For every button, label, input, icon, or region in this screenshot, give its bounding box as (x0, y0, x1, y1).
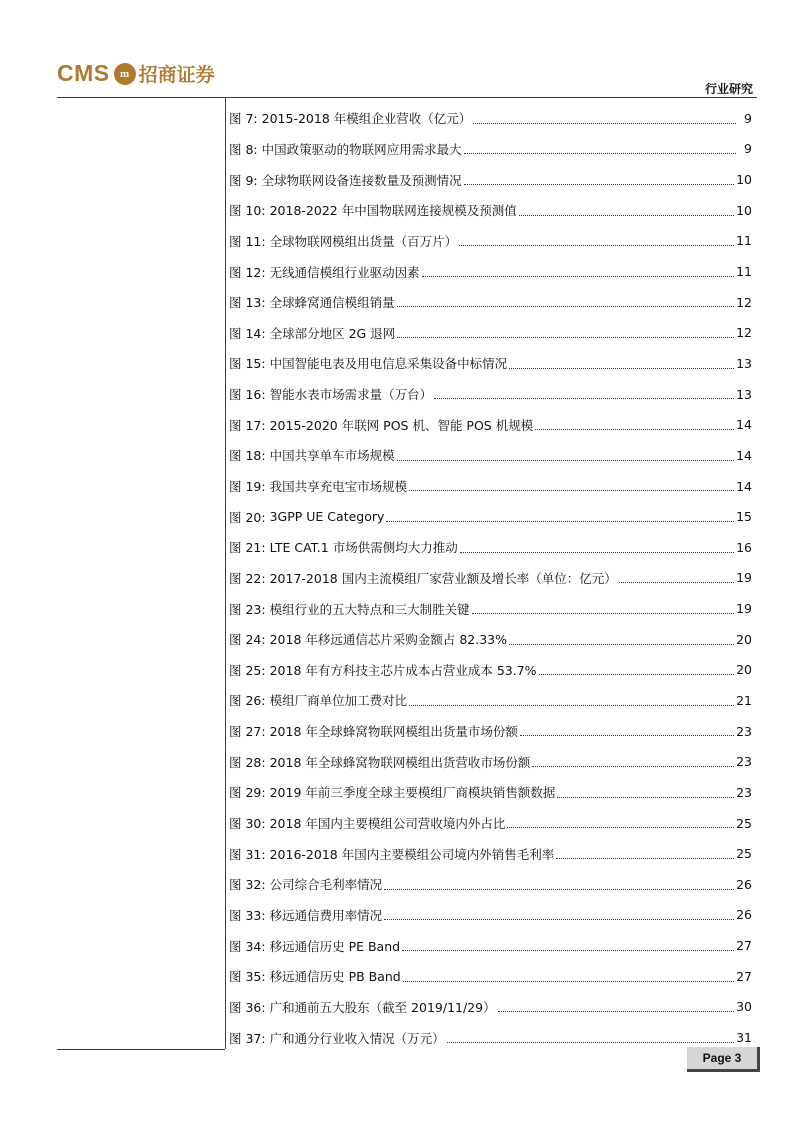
toc-figure-label: 图 12: (229, 264, 266, 280)
toc-entry[interactable] (229, 440, 752, 471)
toc-entry[interactable] (229, 1022, 752, 1053)
toc-dot-leader (498, 1011, 734, 1012)
toc-entry[interactable] (229, 501, 752, 532)
toc-figure-label: 图 31: (229, 846, 266, 862)
toc-dot-leader (556, 858, 734, 859)
toc-figure-title: 中国智能电表及用电信息采集设备中标情况 (269, 356, 508, 372)
toc-entry[interactable] (229, 961, 752, 992)
toc-dot-leader (397, 337, 734, 338)
toc-figure-label: 图 24: (229, 632, 266, 648)
toc-entry[interactable] (229, 563, 752, 594)
toc-page-number: 16 (736, 539, 752, 555)
toc-page-number: 21 (736, 692, 752, 708)
toc-figure-label: 图 9: (229, 172, 258, 188)
toc-figure-label: 图 25: (229, 662, 266, 678)
toc-figure-label: 图 18: (229, 448, 266, 464)
toc-figure-label: 图 30: (229, 816, 266, 832)
toc-dot-leader (473, 123, 736, 124)
toc-dot-leader (447, 1042, 734, 1043)
toc-figure-label: 图 28: (229, 754, 266, 770)
toc-figure-title: 2018 年国内主要模组公司营收境内外占比 (269, 816, 506, 832)
toc-figure-title: 3GPP UE Category (269, 509, 385, 525)
toc-dot-leader (539, 674, 735, 675)
toc-page-number: 10 (736, 202, 752, 218)
toc-entry[interactable] (229, 716, 752, 747)
toc-dot-leader (384, 889, 734, 890)
toc-page-number: 25 (736, 815, 752, 831)
toc-figure-title: 中国政策驱动的物联网应用需求最大 (261, 141, 462, 157)
toc-figure-title: 2018 年有方科技主芯片成本占营业成本 53.7% (269, 662, 537, 678)
toc-entry[interactable] (229, 593, 752, 624)
page-header (0, 0, 793, 100)
toc-figure-title: 2019 年前三季度全球主要模组厂商模块销售额数据 (269, 785, 556, 801)
footer-divider (57, 1049, 225, 1050)
logo-mark-icon: m (114, 63, 136, 85)
toc-entry[interactable] (229, 746, 752, 777)
toc-figure-title: 2016-2018 年国内主要模组公司境内外销售毛利率 (269, 846, 555, 862)
toc-figure-title: 2018 年移远通信芯片采购金额占 82.33% (269, 632, 508, 648)
toc-entry[interactable] (229, 317, 752, 348)
toc-dot-leader (386, 521, 734, 522)
toc-figure-title: 模组厂商单位加工费对比 (269, 693, 408, 709)
toc-page-number: 14 (736, 478, 752, 494)
toc-entry[interactable] (229, 379, 752, 410)
toc-dot-leader (402, 950, 734, 951)
toc-dot-leader (464, 153, 736, 154)
figure-table-of-contents (229, 103, 752, 1053)
toc-page-number: 11 (736, 264, 752, 280)
toc-figure-label: 图 33: (229, 907, 266, 923)
toc-dot-leader (520, 735, 734, 736)
toc-figure-title: 2017-2018 国内主流模组厂家营业额及增长率（单位：亿元） (269, 570, 617, 586)
toc-page-number: 10 (736, 172, 752, 188)
toc-figure-title: 全球部分地区 2G 退网 (269, 325, 396, 341)
toc-entry[interactable] (229, 103, 752, 134)
toc-figure-title: 全球物联网模组出货量（百万片） (269, 233, 458, 249)
toc-entry[interactable] (229, 226, 752, 257)
toc-entry[interactable] (229, 685, 752, 716)
toc-figure-title: 智能水表市场需求量（万台） (269, 387, 433, 403)
toc-figure-label: 图 8: (229, 141, 258, 157)
toc-dot-leader (397, 460, 734, 461)
toc-dot-leader (384, 919, 734, 920)
toc-page-number: 19 (736, 601, 752, 617)
toc-entry[interactable] (229, 348, 752, 379)
toc-figure-label: 图 21: (229, 540, 266, 556)
toc-page-number: 23 (736, 723, 752, 739)
page-number-badge: Page 3 (687, 1047, 760, 1072)
toc-page-number: 14 (736, 447, 752, 463)
toc-figure-title: 中国共享单车市场规模 (269, 448, 395, 464)
toc-figure-title: 2018 年全球蜂窝物联网模组出货量市场份额 (269, 724, 518, 740)
margin-vertical-rule (225, 97, 226, 1049)
toc-figure-title: LTE CAT.1 市场供需侧均大力推动 (269, 540, 458, 556)
toc-page-number: 11 (736, 233, 752, 249)
toc-dot-leader (403, 981, 734, 982)
toc-figure-label: 图 22: (229, 570, 266, 586)
toc-figure-label: 图 32: (229, 877, 266, 893)
toc-figure-label: 图 36: (229, 999, 266, 1015)
toc-page-number: 23 (736, 784, 752, 800)
toc-entry[interactable] (229, 808, 752, 839)
toc-dot-leader (434, 398, 734, 399)
toc-dot-leader (472, 613, 734, 614)
toc-page-number: 9 (744, 141, 752, 157)
toc-page-number: 20 (736, 631, 752, 647)
header-divider (57, 97, 757, 98)
toc-page-number: 25 (736, 846, 752, 862)
toc-page-number: 9 (744, 110, 752, 126)
toc-dot-leader (619, 582, 734, 583)
toc-page-number: 12 (736, 325, 752, 341)
logo-company-name: 招商证券 (138, 64, 215, 86)
toc-figure-label: 图 29: (229, 785, 266, 801)
toc-entry[interactable] (229, 195, 752, 226)
toc-entry[interactable] (229, 624, 752, 655)
toc-figure-label: 图 16: (229, 387, 266, 403)
toc-dot-leader (464, 184, 734, 185)
toc-figure-title: 无线通信模组行业驱动因素 (269, 264, 420, 280)
toc-dot-leader (507, 827, 734, 828)
toc-page-number: 14 (736, 417, 752, 433)
toc-page-number: 31 (736, 1030, 752, 1046)
toc-page-number: 27 (736, 968, 752, 984)
toc-dot-leader (532, 766, 734, 767)
toc-figure-title: 2015-2018 年模组企业营收（亿元） (261, 111, 472, 127)
toc-page-number: 12 (736, 294, 752, 310)
toc-entry[interactable] (229, 409, 752, 440)
toc-figure-label: 图 19: (229, 479, 266, 494)
toc-figure-label: 图 37: (229, 1030, 266, 1046)
toc-figure-title: 2018-2022 年中国物联网连接规模及预测值 (269, 203, 517, 219)
toc-figure-title: 移远通信历史 PE Band (269, 938, 401, 954)
toc-entry[interactable] (229, 838, 752, 869)
toc-figure-title: 全球蜂窝通信模组销量 (269, 295, 395, 311)
toc-figure-label: 图 27: (229, 724, 266, 740)
toc-figure-label: 图 17: (229, 417, 266, 433)
toc-page-number: 20 (736, 662, 752, 678)
toc-page-number: 26 (736, 876, 752, 892)
toc-figure-title: 移远通信费用率情况 (269, 907, 383, 923)
toc-dot-leader (409, 705, 734, 706)
toc-dot-leader (459, 245, 734, 246)
toc-figure-label: 图 7: (229, 111, 258, 127)
toc-entry[interactable] (229, 900, 752, 931)
toc-page-number: 30 (736, 999, 752, 1015)
toc-dot-leader (397, 306, 734, 307)
toc-page-number: 19 (736, 570, 752, 586)
toc-page-number: 13 (736, 355, 752, 371)
toc-figure-label: 图 34: (229, 938, 266, 954)
toc-figure-label: 图 26: (229, 693, 266, 709)
toc-entry[interactable] (229, 471, 752, 502)
toc-figure-title: 我国共享充电宝市场规模 (269, 479, 408, 494)
toc-dot-leader (409, 490, 734, 491)
toc-figure-title: 公司综合毛利率情况 (269, 877, 383, 893)
toc-dot-leader (557, 797, 734, 798)
toc-dot-leader (509, 644, 734, 645)
toc-figure-label: 图 13: (229, 295, 266, 311)
toc-page-number: 15 (736, 509, 752, 525)
toc-figure-label: 图 10: (229, 203, 266, 219)
toc-dot-leader (535, 429, 734, 430)
toc-entry[interactable] (229, 256, 752, 287)
toc-page-number: 26 (736, 907, 752, 923)
toc-page-number: 27 (736, 938, 752, 954)
toc-entry[interactable] (229, 134, 752, 165)
toc-entry[interactable] (229, 655, 752, 686)
toc-page-number: 13 (736, 386, 752, 402)
toc-dot-leader (460, 552, 734, 553)
toc-figure-title: 模组行业的五大特点和三大制胜关键 (269, 601, 470, 617)
toc-entry[interactable] (229, 532, 752, 563)
toc-entry[interactable] (229, 930, 752, 961)
toc-page-number: 23 (736, 754, 752, 770)
toc-figure-title: 2018 年全球蜂窝物联网模组出货营收市场份额 (269, 754, 531, 770)
toc-figure-title: 2015-2020 年联网 POS 机、智能 POS 机规模 (269, 417, 534, 433)
toc-entry[interactable] (229, 869, 752, 900)
toc-figure-title: 全球物联网设备连接数量及预测情况 (261, 172, 462, 188)
section-label: 行业研究 (704, 82, 753, 96)
toc-figure-label: 图 15: (229, 356, 266, 372)
toc-dot-leader (422, 276, 734, 277)
toc-figure-label: 图 35: (229, 969, 266, 985)
toc-figure-label: 图 14: (229, 325, 266, 341)
toc-dot-leader (519, 215, 734, 216)
toc-entry[interactable] (229, 777, 752, 808)
toc-figure-title: 广和通分行业收入情况（万元） (269, 1030, 445, 1046)
toc-dot-leader (509, 368, 734, 369)
toc-entry[interactable] (229, 164, 752, 195)
toc-figure-label: 图 23: (229, 601, 266, 617)
toc-figure-title: 移远通信历史 PB Band (269, 969, 401, 985)
logo-cms-text: CMS (57, 60, 110, 86)
toc-figure-title: 广和通前五大股东（截至 2019/11/29） (269, 999, 496, 1015)
toc-figure-label: 图 11: (229, 233, 266, 249)
toc-entry[interactable] (229, 287, 752, 318)
toc-figure-label: 图 20: (229, 509, 266, 525)
toc-entry[interactable] (229, 992, 752, 1023)
company-logo (57, 60, 215, 87)
